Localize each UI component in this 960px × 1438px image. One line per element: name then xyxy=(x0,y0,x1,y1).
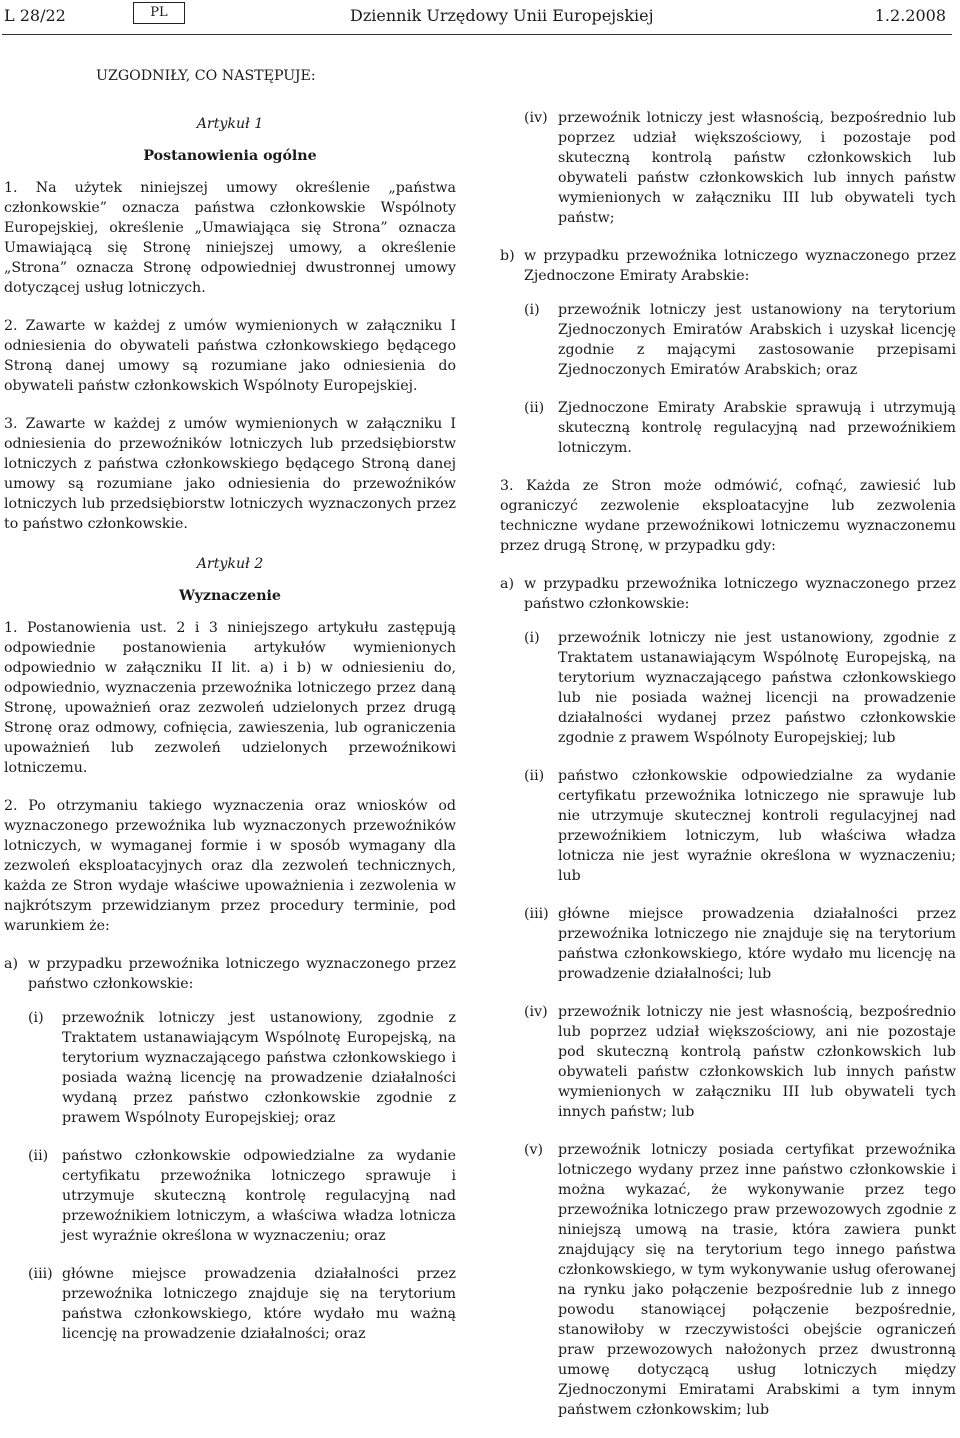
list-item-label: (ii) xyxy=(28,1148,49,1164)
list-item xyxy=(4,1008,456,1128)
list-item xyxy=(500,766,956,886)
list-item xyxy=(500,1140,956,1420)
point-3a-text: w przypadku przewoźnika lotniczego wyznaczonego przez państwo członkowskie: xyxy=(524,576,956,612)
list-item-text: główne miejsce prowadzenia działalności przez przewoźnika lotniczego znajduje się na terytorium państwa członkowskiego, które wydało mu ważną licencję na prowadzenie działalności; oraz xyxy=(62,1266,456,1342)
point-3a-label: a) xyxy=(500,576,514,592)
article-2-title: Wyznaczenie xyxy=(179,588,281,604)
point-b xyxy=(500,246,956,286)
list-item xyxy=(500,108,956,228)
article-1-number: Artykuł 1 xyxy=(196,116,264,132)
article-1-paragraph-2: 2. Zawarte w każdej z umów wymienionych w załączniku I odniesienia do obywateli państwa członkowskiego będącego Stroną danej umowy są rozumiane jako odniesienia do obywateli państw członkowskich Wspólnoty Europejskiej. xyxy=(4,318,456,394)
article-1-title: Postanowienia ogólne xyxy=(143,148,317,164)
list-item-text: przewoźnik lotniczy nie jest własnością, bezpośrednio lub poprzez udział większościowy, ani nie pozostaje pod skuteczną kontrolą państw członkowskich lub obywateli państw członkowskich lub innych państw wymienionych w załączniku III lub obywateli tych innych państw; lub xyxy=(558,1004,956,1120)
point-a xyxy=(4,954,456,994)
list-item-text: przewoźnik lotniczy jest ustanowiony, zgodnie z Traktatem ustanawiającym Wspólnotę Europejską, na terytorium wyznaczającego państwa członkowskiego i posiada ważną licencję na prowadzenie działalności wydaną przez państwo członkowskie zgodnie z prawem Wspólnoty Europejskiej; oraz xyxy=(62,1010,456,1126)
list-item-label: (v) xyxy=(524,1142,544,1158)
point-a-label: a) xyxy=(4,956,18,972)
list-item-text: przewoźnik lotniczy nie jest ustanowiony, zgodnie z Traktatem ustanawiającym Wspólnotę Europejską, na terytorium wyznaczającego państwa członkowskiego lub nie posiada ważnej licencji na prowadzenie działalności wydanej przez państwo członkowskie zgodnie z prawem Wspólnoty Europejskiej; lub xyxy=(558,630,956,746)
article-1-paragraph-1: 1. Na użytek niniejszej umowy określenie „państwa członkowskie” oznacza państwa członkowskie Wspólnoty Europejskiej, określenie „Umawiająca się Strona” oznacza Umawiającą się Stronę niniejszej umowy, a określenie „Strona” oznacza Stronę odpowiedniej dwustronnej umowy dotyczącej usług lotniczych. xyxy=(4,180,456,296)
article-2-paragraph-3: 3. Każda ze Stron może odmówić, cofnąć, zawiesić lub ograniczyć zezwolenie eksploatacyjne lub zezwolenia techniczne wydane przewoźnikowi lotniczemu wyznaczonemu przez drugą Stronę, w przypadku gdy: xyxy=(500,478,956,554)
list-item xyxy=(500,904,956,984)
intro-line: UZGODNIŁY, CO NASTĘPUJE: xyxy=(96,68,316,84)
list-item-label: (ii) xyxy=(524,400,545,416)
list-item-text: Zjednoczone Emiraty Arabskie sprawują i utrzymują skuteczną kontrolę regulacyjną nad przewoźnikiem lotniczym. xyxy=(558,400,956,456)
list-item-label: (iv) xyxy=(524,110,548,126)
article-1-paragraph-3: 3. Zawarte w każdej z umów wymienionych w załączniku I odniesienia do przewoźników lotniczych lub przedsiębiorstw lotniczych z państwa członkowskiego będącego Stroną danej umowy są rozumiane jako odniesienia do przewoźników lotniczych lub przedsiębiorstw lotniczych wyznaczonych przez to państwo członkowskie. xyxy=(4,416,456,532)
list-item xyxy=(4,1264,456,1344)
point-3a xyxy=(500,574,956,614)
list-item-text: przewoźnik lotniczy posiada certyfikat przewoźnika lotniczego wydany przez inne państwo członkowskie i można wykazać, że wykonywanie przez tego przewoźnika lotniczego praw przewozowych zgodnie z niniejszą umową na trasie, która zawiera punkt znajdujący się na terytorium tego innego państwa członkowskiego, w tym wykonywanie usług oferowanej na rynku jako połączenie bezpośrednie lub z innego powodu stanowiącej połączenie bezpośrednie, stanowiłoby w rzeczywistości obejście ograniczeń praw przewozowych nałożonych przez dwustronną umowę dotyczącą usług lotniczych między Zjednoczonymi Emiratami Arabskimi a tym innym państwem członkowskim; lub xyxy=(558,1142,956,1418)
language-badge: PL xyxy=(133,2,185,24)
list-item-text: państwo członkowskie odpowiedzialne za wydanie certyfikatu przewoźnika lotniczego sprawuje i utrzymuje skuteczną kontrolę regulacyjną nad przewoźnikiem lotniczym, a właściwa władza lotnicza jest wyraźnie określona w wyznaczeniu; oraz xyxy=(62,1148,456,1244)
list-item-text: główne miejsce prowadzenia działalności przez przewoźnika lotniczego nie znajduje się na terytorium państwa członkowskiego, które wydało mu licencję na prowadzenie działalności; lub xyxy=(558,906,956,982)
journal-title: Dziennik Urzędowy Unii Europejskiej xyxy=(350,6,654,25)
list-item-text: przewoźnik lotniczy jest własnością, bezpośrednio lub poprzez udział większościowy, i pozostaje pod skuteczną kontrolą państw członkowskich lub obywateli państw członkowskich lub innych państw wymienionych w załączniku III lub obywateli tych państw; xyxy=(558,110,956,226)
article-2-paragraph-1: 1. Postanowienia ust. 2 i 3 niniejszego artykułu zastępują odpowiednie postanowienia artykułów wymienionych odpowiednio w załączniku II lit. a) i b) w odniesieniu do, odpowiednio, wyznaczenia przewoźnika lotniczego przez daną Stronę, upoważnień oraz zezwoleń udzielonych przez drugą Stronę oraz odmowy, cofnięcia, zawieszenia, lub ograniczenia upoważnień lub zezwoleń udzielonych przewoźnikowi lotniczemu. xyxy=(4,620,456,776)
list-item xyxy=(500,628,956,748)
list-item-label: (i) xyxy=(28,1010,44,1026)
right-column xyxy=(500,108,956,1438)
list-item xyxy=(500,1002,956,1122)
article-2-paragraph-2: 2. Po otrzymaniu takiego wyznaczenia oraz wniosków od wyznaczonego przewoźnika lub wyznaczonych przewoźników lotniczych, w wymaganej formie i w sposób wymagany dla zezwoleń eksploatacyjnych oraz dla zezwoleń technicznych, każda ze Stron wydaje właściwe upoważnienia i zezwolenia w najkrótszym przewidzianym przez procedury terminie, pod warunkiem że: xyxy=(4,798,456,934)
list-item-text: państwo członkowskie odpowiedzialne za wydanie certyfikatu przewoźnika lotniczego nie sprawuje lub nie utrzymuje skutecznej kontroli regulacyjnej nad przewoźnikiem lotniczym, lub właściwa władza lotnicza nie jest wyraźnie określona w wyznaczeniu; lub xyxy=(558,768,956,884)
list-item-label: (iii) xyxy=(524,906,549,922)
list-item xyxy=(4,1146,456,1246)
list-item-label: (i) xyxy=(524,630,540,646)
list-item-label: (ii) xyxy=(524,768,545,784)
point-a-text: w przypadku przewoźnika lotniczego wyznaczonego przez państwo członkowskie: xyxy=(28,956,456,992)
page-header xyxy=(0,0,960,50)
publication-date: 1.2.2008 xyxy=(874,6,946,25)
list-item xyxy=(500,300,956,380)
page-reference: L 28/22 xyxy=(4,6,66,25)
list-item xyxy=(500,398,956,458)
article-2-number: Artykuł 2 xyxy=(196,556,264,572)
list-item-label: (iii) xyxy=(28,1266,53,1282)
point-b-text: w przypadku przewoźnika lotniczego wyznaczonego przez Zjednoczone Emiraty Arabskie: xyxy=(524,248,956,284)
list-item-text: przewoźnik lotniczy jest ustanowiony na terytorium Zjednoczonych Emiratów Arabskich i uzyskał licencję zgodnie z mającymi zastosowanie przepisami Zjednoczonych Emiratów Arabskich; oraz xyxy=(558,302,956,378)
point-b-label: b) xyxy=(500,248,515,264)
list-item-label: (i) xyxy=(524,302,540,318)
left-column xyxy=(4,66,456,1362)
header-rule xyxy=(2,34,952,35)
list-item-label: (iv) xyxy=(524,1004,548,1020)
